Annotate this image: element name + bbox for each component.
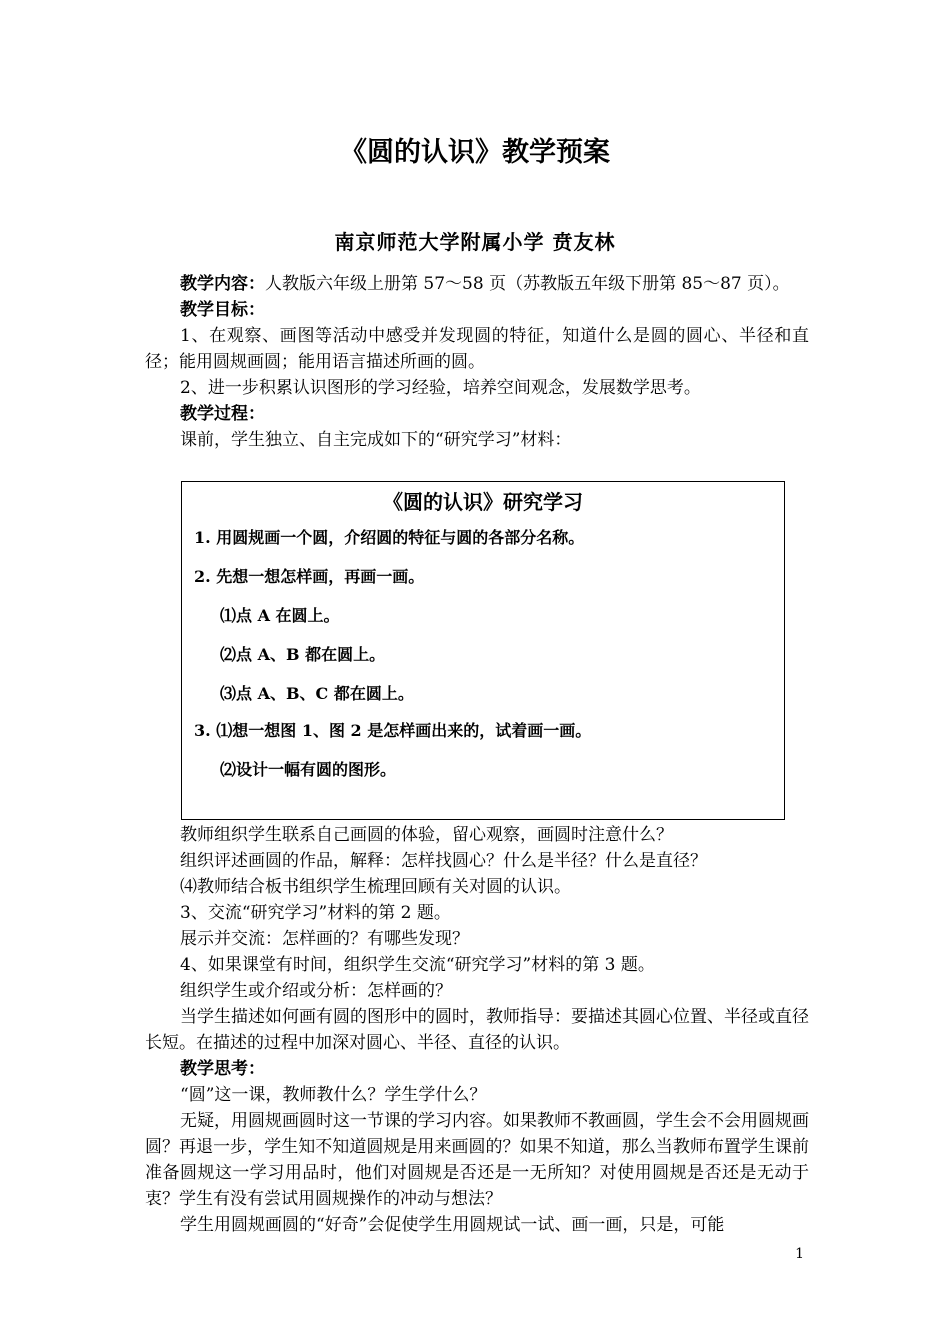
process-section (145, 822, 809, 1238)
study-item-3: 3. ⑴想一想图 1、图 2 是怎样画出来的，试着画一画。 (194, 721, 592, 740)
content-text: 人教版六年级上册第 57～58 页（苏教版五年级下册第 85～87 页）。 (265, 274, 790, 294)
curious-paragraph: 学生用圆规画圆的“好奇”会促使学生用圆规试一试、画一画，只是，可能 (180, 1215, 725, 1235)
process-line: 组织学生或介绍或分析：怎样画的？ (180, 981, 452, 1001)
process-line: 教师组织学生联系自己画圆的体验，留心观察，画圆时注意什么？ (180, 825, 673, 845)
study-item-1: 1. 用圆规画一个圆，介绍圆的特征与圆的各部分名称。 (194, 528, 585, 547)
study-item-2-2: ⑵点 A、B 都在圆上。 (220, 645, 386, 664)
author-line: 南京师范大学附属小学 贲友林 (334, 230, 616, 254)
pre-class-text: 课前，学生独立、自主完成如下的“研究学习”材料： (180, 430, 572, 450)
process-line: 组织评述画圆的作品，解释：怎样找圆心？什么是半径？什么是直径？ (180, 851, 707, 871)
process-label: 教学过程： (180, 404, 265, 424)
process-line: 3、交流“研究学习”材料的第 2 题。 (180, 903, 451, 923)
goal-1: 1、在观察、画图等活动中感受并发现圆的特征，知道什么是圆的圆心、半径和直径；能用圆规画圆；能用语言描述所画的圆。 (145, 326, 809, 372)
study-item-2-3: ⑶点 A、B、C 都在圆上。 (220, 684, 414, 703)
document-title: 《圆的认识》教学预案 (340, 137, 610, 168)
content-label: 教学内容： (180, 274, 265, 294)
goals-label: 教学目标： (180, 300, 265, 320)
process-line: 4、如果课堂有时间，组织学生交流“研究学习”材料的第 3 题。 (180, 955, 655, 975)
teaching-content (145, 271, 809, 297)
study-item-2: 2. 先想一想怎样画，再画一画。 (194, 567, 425, 586)
goal-2: 2、进一步积累认识图形的学习经验，培养空间观念，发展数学思考。 (180, 378, 701, 398)
process-line: ⑷教师结合板书组织学生梳理回顾有关对圆的认识。 (180, 877, 571, 897)
doubt-paragraph: 无疑，用圆规画圆时这一节课的学习内容。如果教师不教画圆，学生会不会用圆规画圆？再退一步，学生知不知道圆规是用来画圆的？如果不知道，那么当教师布置学生课前准备圆规这一学习用品时，他们对圆规是否还是一无所知？对使用圆规是否还是无动于衷？学生有没有尝试用圆规操作的冲动与想法？ (145, 1111, 809, 1209)
process-line: 展示并交流：怎样画的？有哪些发现？ (180, 929, 469, 949)
study-material-box (181, 481, 785, 820)
study-item-3-2: ⑵设计一幅有圆的图形。 (220, 760, 397, 779)
intro-section (145, 271, 809, 453)
page-number: 1 (795, 1246, 804, 1262)
study-item-2-1: ⑴点 A 在圆上。 (220, 606, 340, 625)
reflection-label: 教学思考： (180, 1059, 265, 1079)
study-box-title: 《圆的认识》研究学习 (383, 490, 583, 514)
describe-paragraph: 当学生描述如何画有圆的图形中的圆时，教师指导：要描述其圆心位置、半径或直径长短。在描述的过程中加深对圆心、半径、直径的认识。 (145, 1007, 809, 1053)
reflection-question: “圆”这一课，教师教什么？学生学什么？ (180, 1085, 487, 1105)
